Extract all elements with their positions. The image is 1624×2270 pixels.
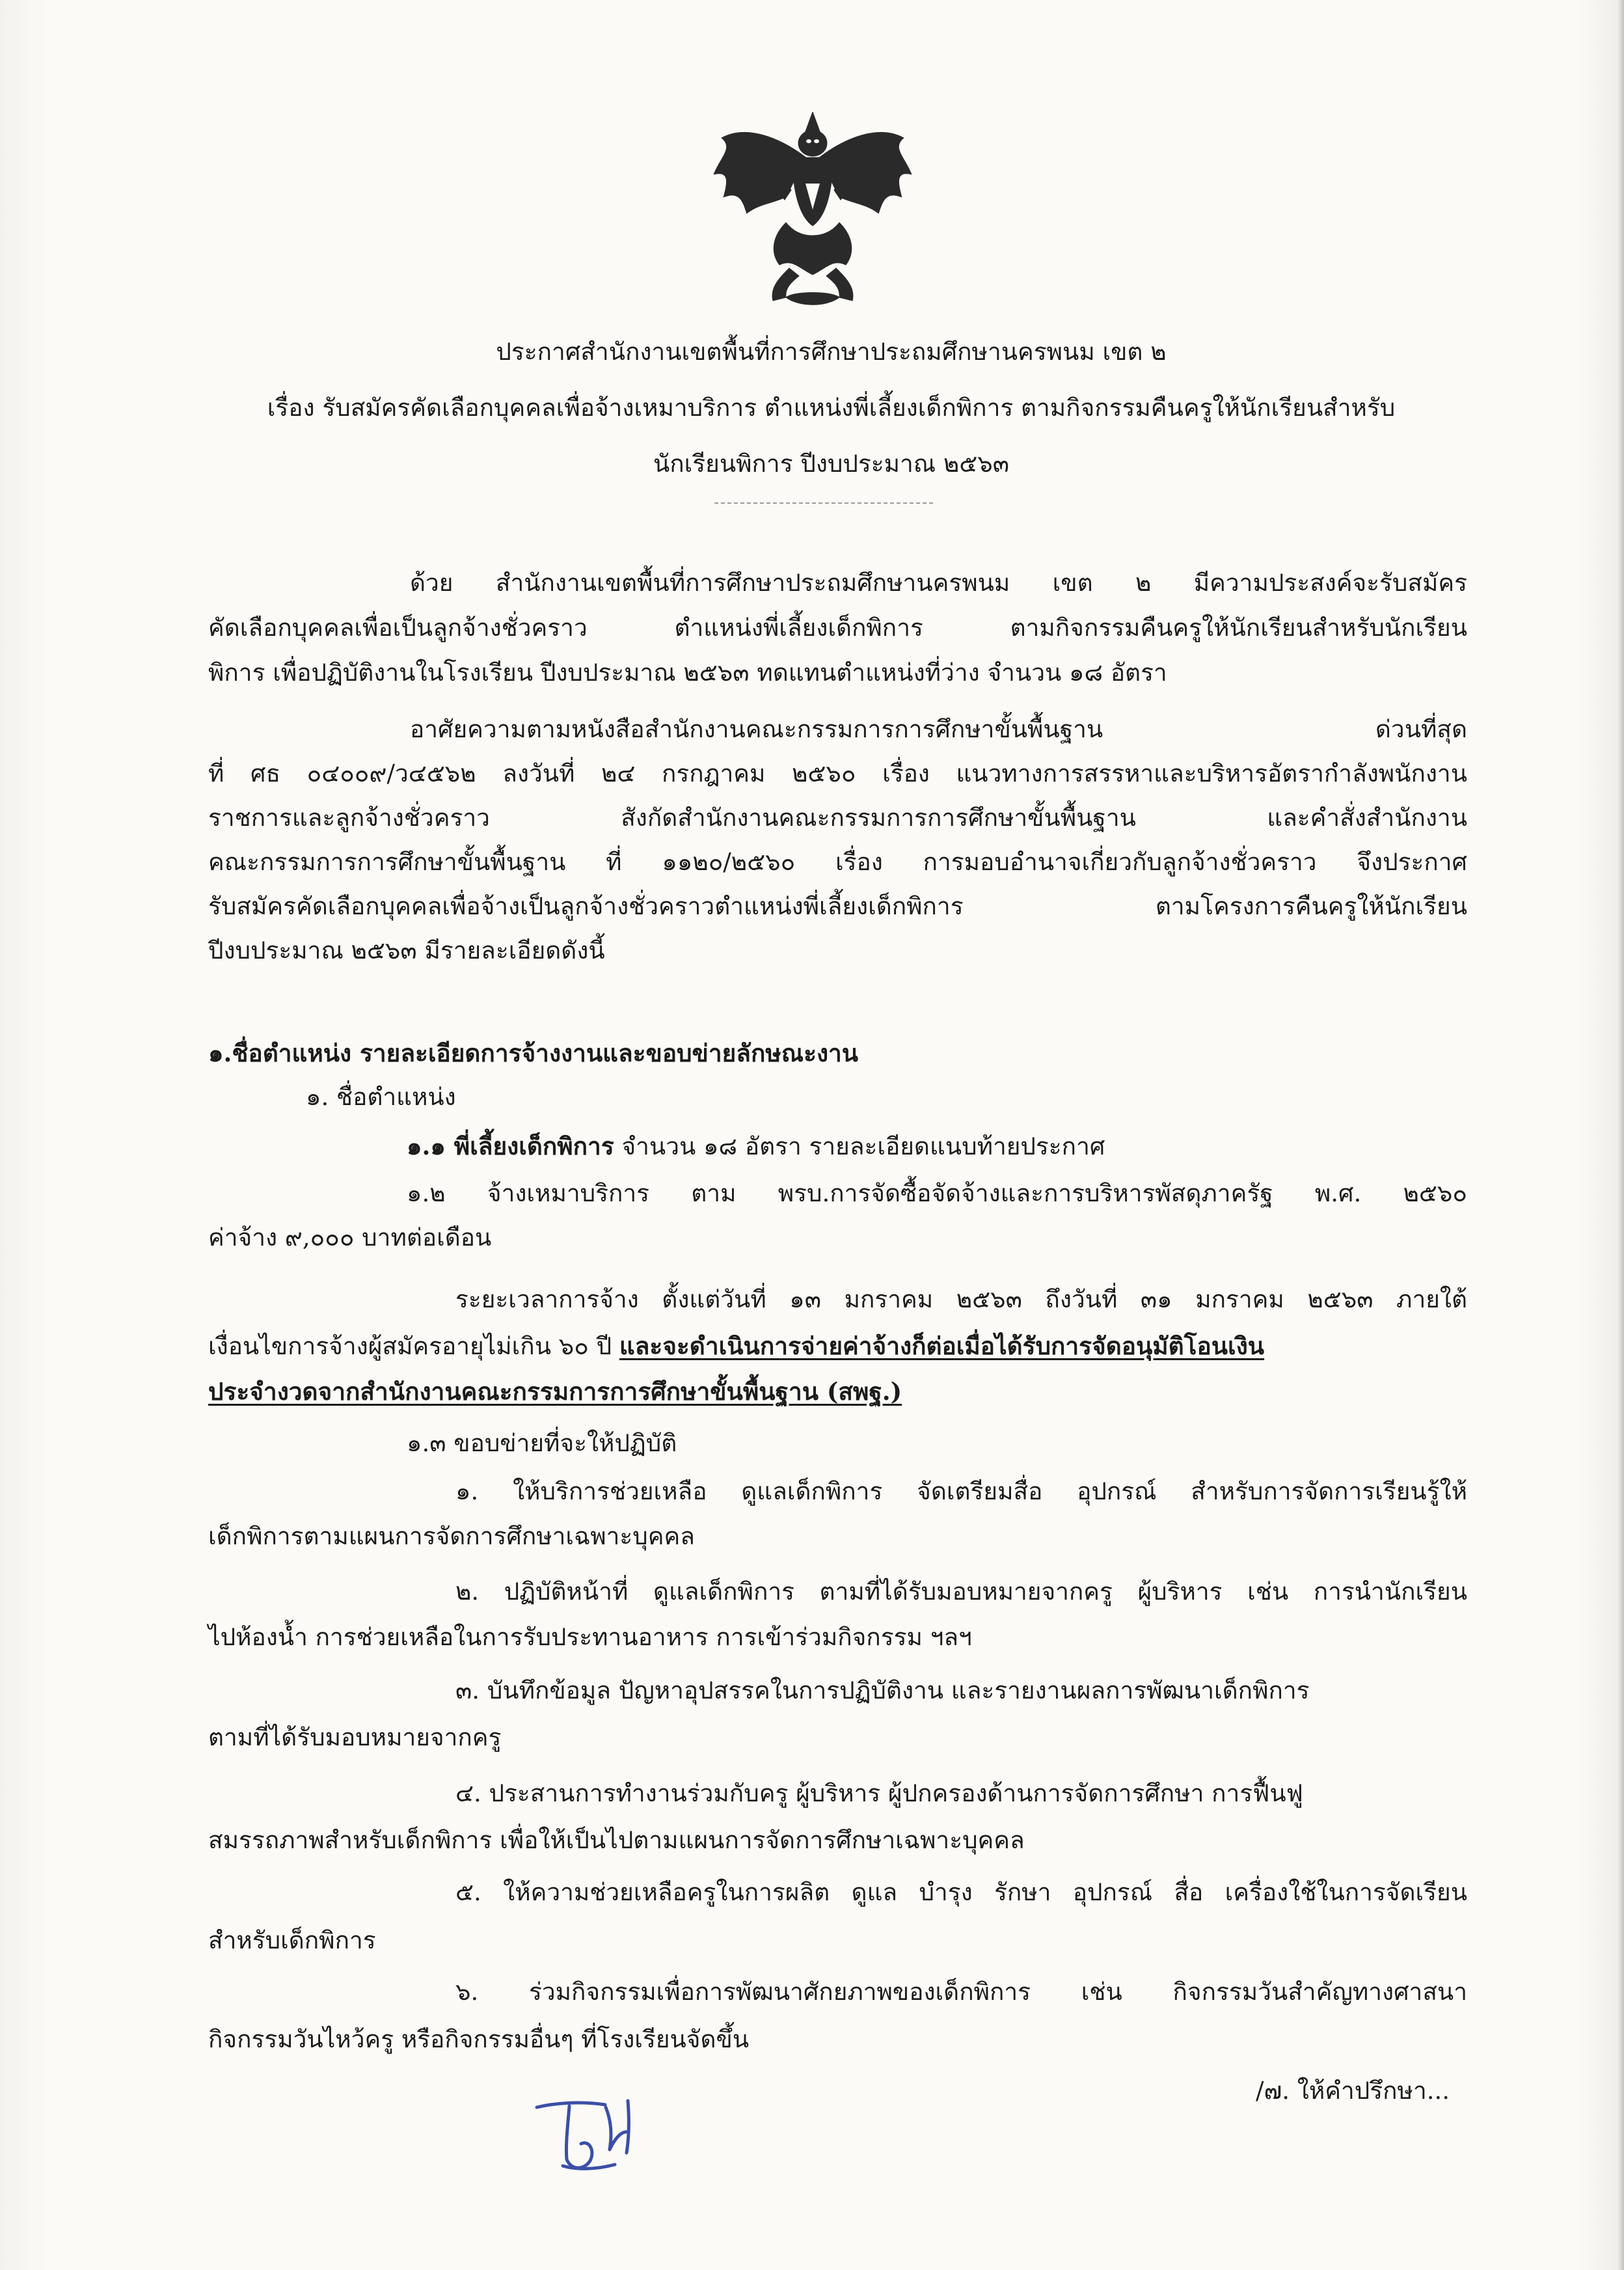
duty-2-line1: ๒. ปฏิบัติหน้าที่ ดูแลเด็กพิการ ตามที่ได้รับมอบหมายจากครู ผู้บริหาร เช่น การนำนักเรียน [455,1578,1467,1606]
continued-next-page: /๗. ให้คำปรึกษา... [1256,2077,1450,2105]
intro-p2-line6: ปีงบประมาณ ๒๕๖๓ มีรายละเอียดดังนี้ [208,937,605,964]
item-1-2-line2: ค่าจ้าง ๙,๐๐๐ บาทต่อเดือน [208,1224,492,1251]
item-1-3: ๑.๓ ขอบข่ายที่จะให้ปฏิบัติ [407,1429,677,1457]
announcement-title-line3: นักเรียนพิการ ปีงบประมาณ ๒๕๖๓ [653,450,1010,478]
duty-6-line2: กิจกรรมวันไหว้ครู หรือกิจกรรมอื่นๆ ที่โรงเรียนจัดขึ้น [208,2025,750,2053]
duty-4-line2: สมรรถภาพสำหรับเด็กพิการ เพื่อให้เป็นไปตามแผนการจัดการศึกษาเฉพาะบุคคล [208,1826,1025,1854]
duty-5-line2: สำหรับเด็กพิการ [208,1926,376,1954]
signature-initials-icon [524,2088,660,2176]
item-1-1 [407,1128,1105,1165]
announcement-title-line2: เรื่อง รับสมัครคัดเลือกบุคคลเพื่อจ้างเหมาบริการ ตำแหน่งพี่เลี้ยงเด็กพิการ ตามกิจกรรมคืนครูให้นักเรียนสำหรับ [267,394,1396,422]
section1-heading: ๑.ชื่อตำแหน่ง รายละเอียดการจ้างงานและขอบข่ายลักษณะงาน [208,1039,859,1067]
duty-2-line2: ไปห้องน้ำ การช่วยเหลือในการรับประทานอาหาร การเข้าร่วมกิจกรรม ฯลฯ [208,1623,972,1651]
employment-period-line1: ระยะเวลาการจ้าง ตั้งแต่วันที่ ๑๓ มกราคม ๒๕๖๓ ถึงวันที่ ๓๑ มกราคม ๒๕๖๓ ภายใต้ [455,1285,1467,1313]
intro-p2-line1: อาศัยความตามหนังสือสำนักงานคณะกรรมการการศึกษาขั้นพื้นฐาน ด่วนที่สุด [410,715,1467,743]
duty-1-line2: เด็กพิการตามแผนการจัดการศึกษาเฉพาะบุคคล [208,1522,695,1550]
intro-p2-line3: ราชการและลูกจ้างชั่วคราว สังกัดสำนักงานคณะกรรมการการศึกษาขั้นพื้นฐาน และคำสั่งสำนักงาน [208,804,1467,832]
intro-p2-line5: รับสมัครคัดเลือกบุคคลเพื่อจ้างเป็นลูกจ้างชั่วคราวตำแหน่งพี่เลี้ยงเด็กพิการ ตามโครงการคืนครูให้นักเรียน [208,892,1467,920]
scan-edge [1617,0,1624,2270]
item-1-1-position: ๑.๑ พี่เลี้ยงเด็กพิการ [407,1132,614,1160]
intro-p1-line1: ด้วย สำนักงานเขตพื้นที่การศึกษาประถมศึกษานครพนม เขต ๒ มีความประสงค์จะรับสมัคร [410,569,1467,597]
duty-3-line1: ๓. บันทึกข้อมูล ปัญหาอุปสรรคในการปฏิบัติงาน และรายงานผลการพัฒนาเด็กพิการ [455,1676,1310,1704]
section1-sub1: ๑. ชื่อตำแหน่ง [306,1083,456,1111]
duty-3-line2: ตามที่ได้รับมอบหมายจากครู [208,1723,502,1751]
intro-p2-line4: คณะกรรมการการศึกษาขั้นพื้นฐาน ที่ ๑๑๒๐/๒๕๖๐ เรื่อง การมอบอำนาจเกี่ยวกับลูกจ้างชั่วคราว จึงประกาศ [208,848,1467,876]
employment-condition: เงื่อนไขการจ้างผู้สมัครอายุไม่เกิน ๖๐ ปี [208,1332,619,1360]
duty-1-line1: ๑. ให้บริการช่วยเหลือ ดูแลเด็กพิการ จัดเตรียมสื่อ อุปกรณ์ สำหรับการจัดการเรียนรู้ให้ [455,1477,1467,1505]
duty-4-line1: ๔. ประสานการทำงานร่วมกับครู ผู้บริหาร ผู้ปกครองด้านการจัดการศึกษา การฟื้นฟู [455,1779,1303,1807]
duty-6-line1: ๖. ร่วมกิจกรรมเพื่อการพัฒนาศักยภาพของเด็กพิการ เช่น กิจกรรมวันสำคัญทางศาสนา [455,1978,1467,2006]
employment-period-line2 [208,1328,1264,1365]
garuda-emblem-icon [708,112,917,307]
intro-p1-line3: พิการ เพื่อปฏิบัติงานในโรงเรียน ปีงบประมาณ ๒๕๖๓ ทดแทนตำแหน่งที่ว่าง จำนวน ๑๘ อัตรา [208,659,1167,687]
title-divider [714,502,933,504]
intro-p2-line2: ที่ ศธ ๐๔๐๐๙/ว๔๕๖๒ ลงวันที่ ๒๔ กรกฎาคม ๒๕๖๐ เรื่อง แนวทางการสรรหาและบริหารอัตรากำลังพนักงาน [208,759,1467,787]
announcement-title-line1: ประกาศสำนักงานเขตพื้นที่การศึกษาประถมศึกษานครพนม เขต ๒ [496,338,1167,366]
intro-p1-line2: คัดเลือกบุคคลเพื่อเป็นลูกจ้างชั่วคราว ตำแหน่งพี่เลี้ยงเด็กพิการ ตามกิจกรรมคืนครูให้นักเรียนสำหรับนักเรียน [208,614,1467,642]
item-1-2-line1: ๑.๒ จ้างเหมาบริการ ตาม พรบ.การจัดซื้อจัดจ้างและการบริหารพัสดุภาครัฐ พ.ศ. ๒๕๖๐ [407,1179,1467,1207]
payment-condition-underlined: และจะดำเนินการจ่ายค่าจ้างก็ต่อเมื่อได้รับการจัดอนุมัติโอนเงิน [619,1332,1265,1360]
duty-5-line1: ๕. ให้ความช่วยเหลือครูในการผลิต ดูแล บำรุง รักษา อุปกรณ์ สื่อ เครื่องใช้ในการจัดเรียน [455,1878,1467,1906]
payment-condition-line3: ประจำงวดจากสำนักงานคณะกรรมการการศึกษาขั้นพื้นฐาน (สพฐ.) [208,1377,902,1406]
item-1-1-detail: จำนวน ๑๘ อัตรา รายละเอียดแนบท้ายประกาศ [614,1132,1105,1160]
